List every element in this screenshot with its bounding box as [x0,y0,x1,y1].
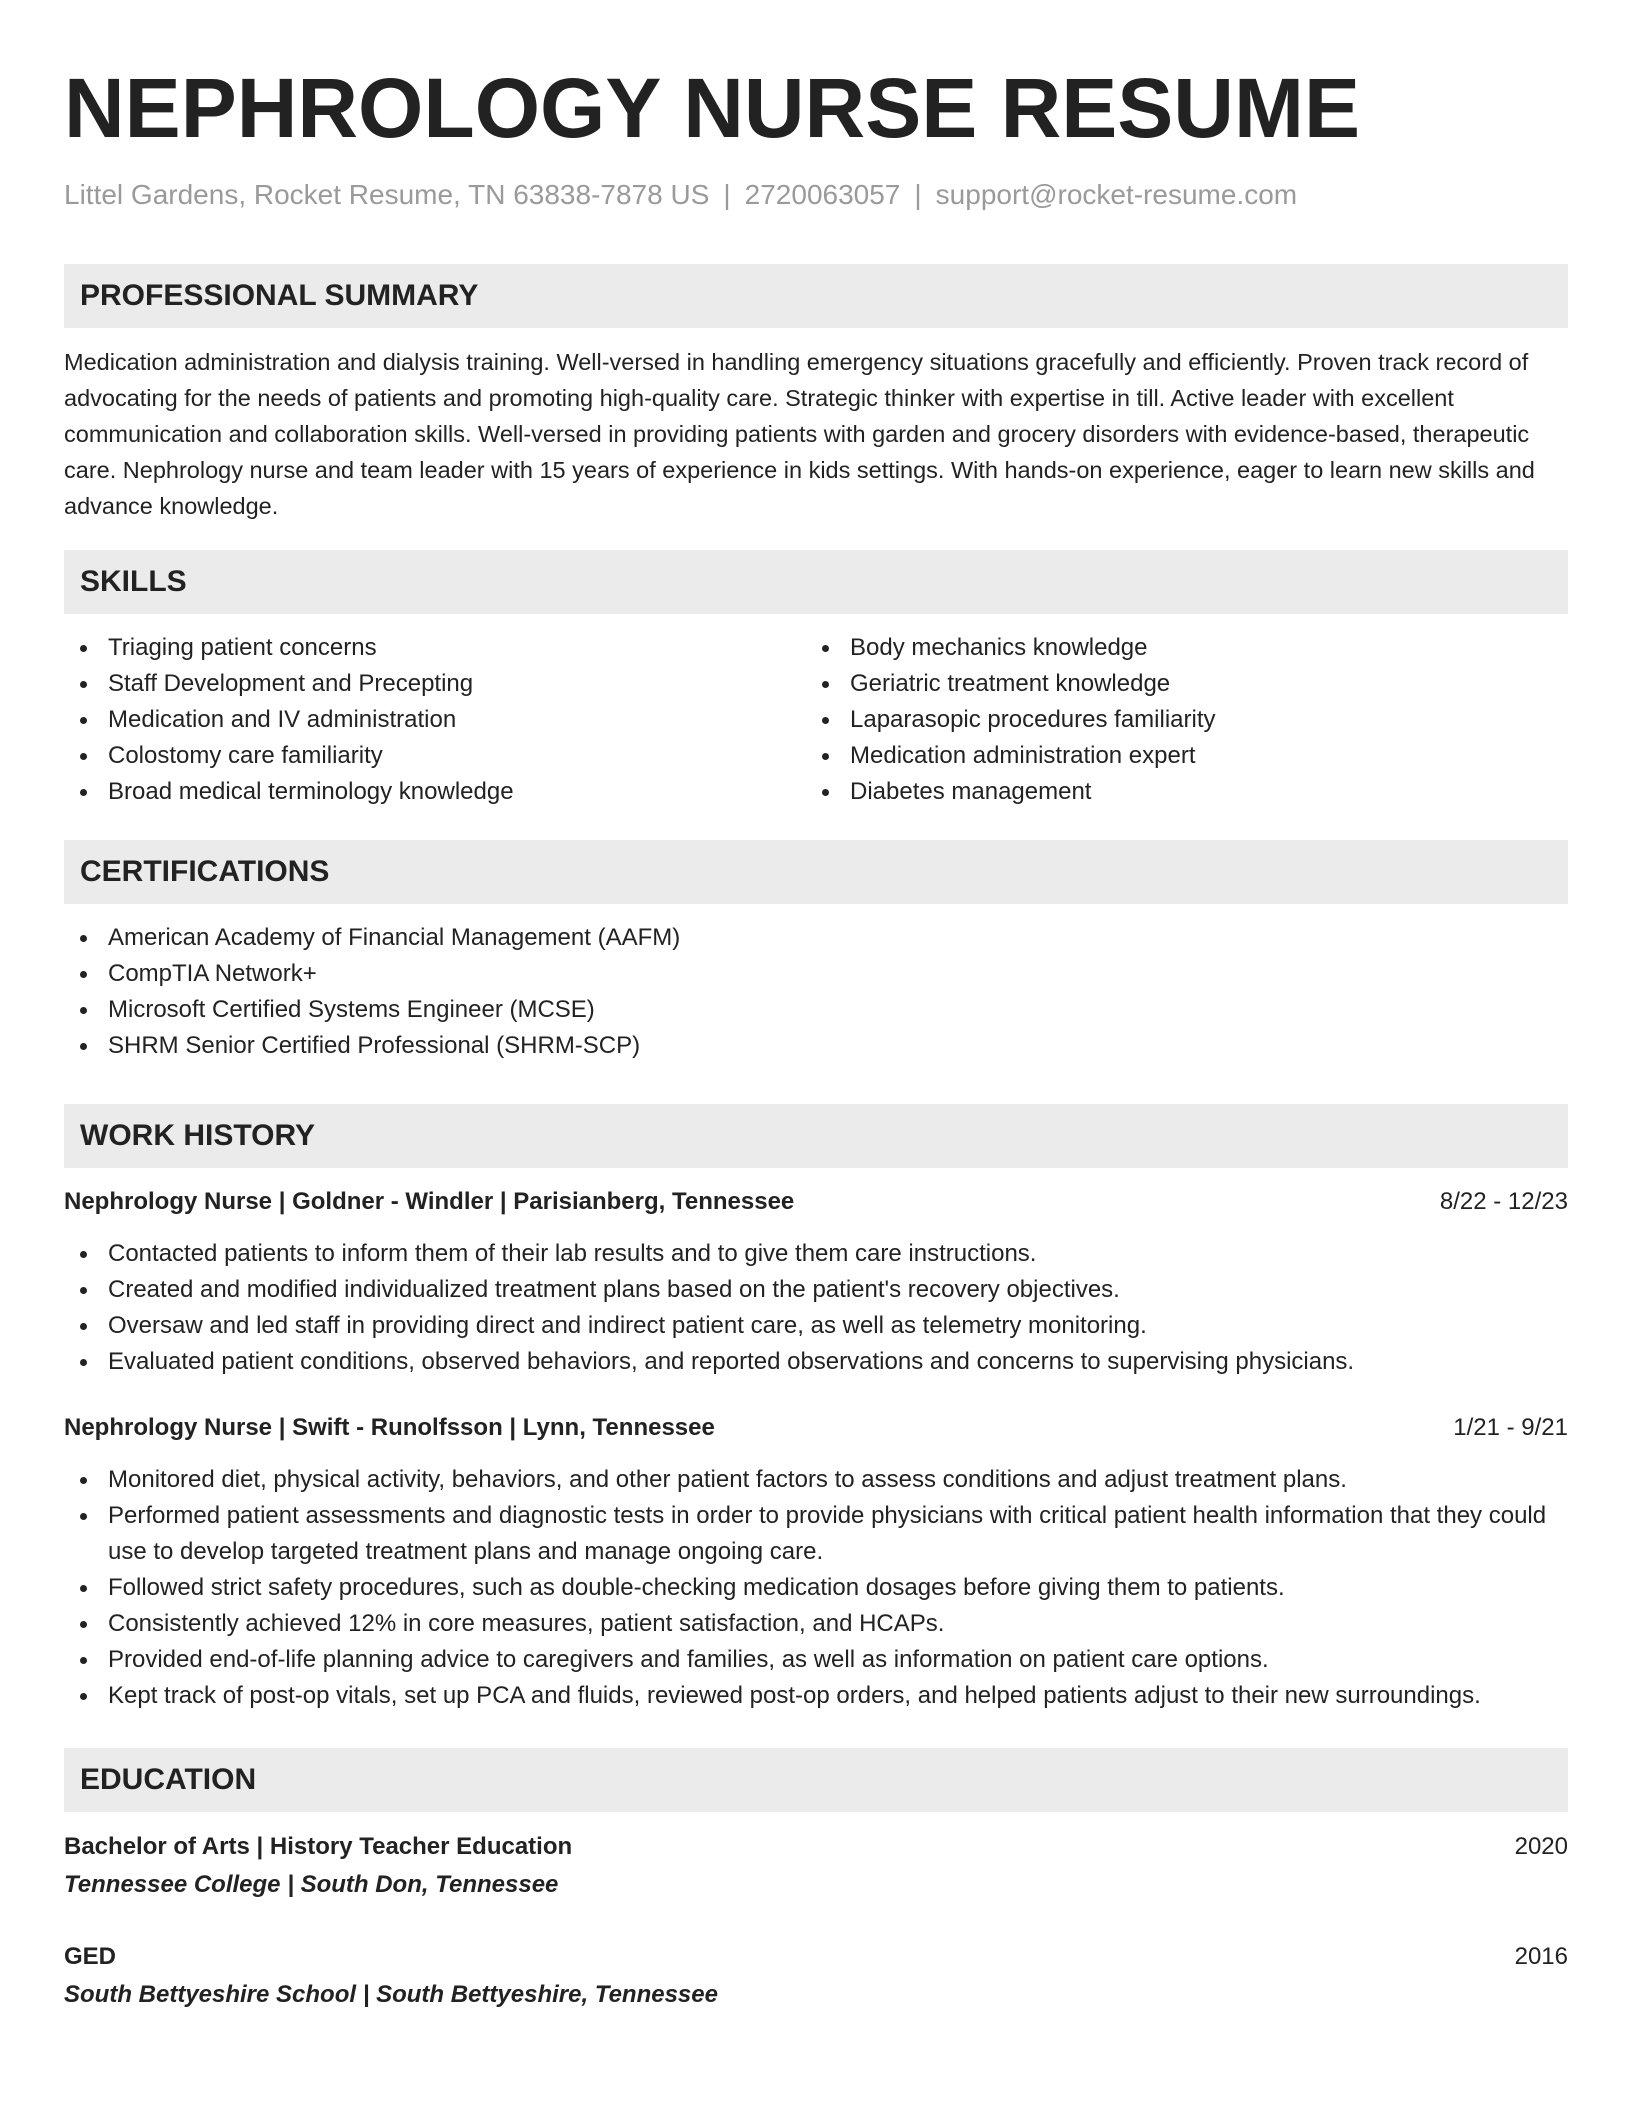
education-school: South Bettyeshire School | South Bettyeshire, Tennessee [64,1980,718,2008]
contact-email: support@rocket-resume.com [935,179,1298,210]
skill-item: Broad medical terminology knowledge [64,774,806,810]
job-bullet: Followed strict safety procedures, such as double-checking medication dosages before giving them to patients. [64,1570,1568,1606]
section-header-summary: PROFESSIONAL SUMMARY [64,264,1568,328]
certifications-list [64,920,1568,1064]
education-entry [64,1828,1568,1904]
contact-separator: | [914,179,922,210]
job-dates: 1/21 - 9/21 [1453,1413,1568,1441]
job-title: Nephrology Nurse | Swift - Runolfsson | Lynn, Tennessee [64,1413,715,1441]
skill-item: Diabetes management [806,774,1548,810]
job-title: Nephrology Nurse | Goldner - Windler | Parisianberg, Tennessee [64,1187,795,1215]
job-entry [64,1184,1568,1380]
certification-item: SHRM Senior Certified Professional (SHRM-SCP) [64,1028,1568,1064]
skills-grid [64,630,1568,810]
job-bullet: Contacted patients to inform them of their lab results and to give them care instructions. [64,1236,1568,1272]
education-heading-row [64,1828,1568,1866]
job-bullet: Monitored diet, physical activity, behaviors, and other patient factors to assess conditions and adjust treatment plans. [64,1462,1568,1498]
contact-separator: | [723,179,731,210]
skills-list-left [64,630,806,810]
skill-item: Medication administration expert [806,738,1548,774]
section-header-work: WORK HISTORY [64,1104,1568,1168]
education-year: 2016 [1514,1942,1568,1970]
education-school: Tennessee College | South Don, Tennessee [64,1870,559,1898]
skill-item: Laparasopic procedures familiarity [806,702,1548,738]
job-bullet: Evaluated patient conditions, observed behaviors, and reported observations and concerns to supervising physicians. [64,1344,1568,1380]
resume-title: NEPHROLOGY NURSE RESUME [64,61,1360,155]
job-bullet: Created and modified individualized treatment plans based on the patient's recovery objectives. [64,1272,1568,1308]
job-bullet: Consistently achieved 12% in core measures, patient satisfaction, and HCAPs. [64,1606,1568,1642]
job-entry [64,1410,1568,1714]
summary-text: Medication administration and dialysis training. Well-versed in handling emergency situations gracefully and efficiently. Proven track record of advocating for the needs of patients and promoting high-quality care. Strategic thinker with expertise in till. Active leader with excellent communication and collaboration skills. Well-versed in providing patients with garden and grocery disorders with evidence-based, therapeutic care. Nephrology nurse and team leader with 15 years of experience in kids settings. With hands-on experience, eager to learn new skills and advance knowledge. [64,348,1535,519]
skills-list-right [806,630,1548,810]
education-year: 2020 [1514,1832,1568,1860]
skill-item: Geriatric treatment knowledge [806,666,1548,702]
section-header-skills: SKILLS [64,550,1568,614]
certification-item: CompTIA Network+ [64,956,1568,992]
job-bullet: Provided end-of-life planning advice to caregivers and families, as well as information on patient care options. [64,1642,1568,1678]
certification-item: Microsoft Certified Systems Engineer (MCSE) [64,992,1568,1028]
certification-item: American Academy of Financial Management (AAFM) [64,920,1568,956]
contact-address: Littel Gardens, Rocket Resume, TN 63838-7878 US [64,179,710,210]
job-bullets [64,1462,1568,1714]
education-degree: Bachelor of Arts | History Teacher Education [64,1832,573,1860]
section-header-certifications: CERTIFICATIONS [64,840,1568,904]
skill-item: Staff Development and Precepting [64,666,806,702]
education-entry [64,1938,1568,2014]
education-heading-row [64,1938,1568,1976]
job-bullets [64,1236,1568,1380]
job-bullet: Performed patient assessments and diagnostic tests in order to provide physicians with critical patient health information that they could use to develop targeted treatment plans and manage ongoing care. [64,1498,1568,1570]
job-heading-row [64,1184,1568,1220]
contact-line [64,178,1568,212]
resume-page [64,48,1568,2014]
education-degree: GED [64,1942,117,1970]
section-header-education: EDUCATION [64,1748,1568,1812]
contact-phone: 2720063057 [744,179,901,210]
skill-item: Triaging patient concerns [64,630,806,666]
skill-item: Medication and IV administration [64,702,806,738]
skill-item: Colostomy care familiarity [64,738,806,774]
job-dates: 8/22 - 12/23 [1439,1187,1568,1215]
skill-item: Body mechanics knowledge [806,630,1548,666]
job-bullet: Oversaw and led staff in providing direct and indirect patient care, as well as telemetry monitoring. [64,1308,1568,1344]
job-bullet: Kept track of post-op vitals, set up PCA and fluids, reviewed post-op orders, and helped patients adjust to their new surroundings. [64,1678,1568,1714]
job-heading-row [64,1410,1568,1446]
